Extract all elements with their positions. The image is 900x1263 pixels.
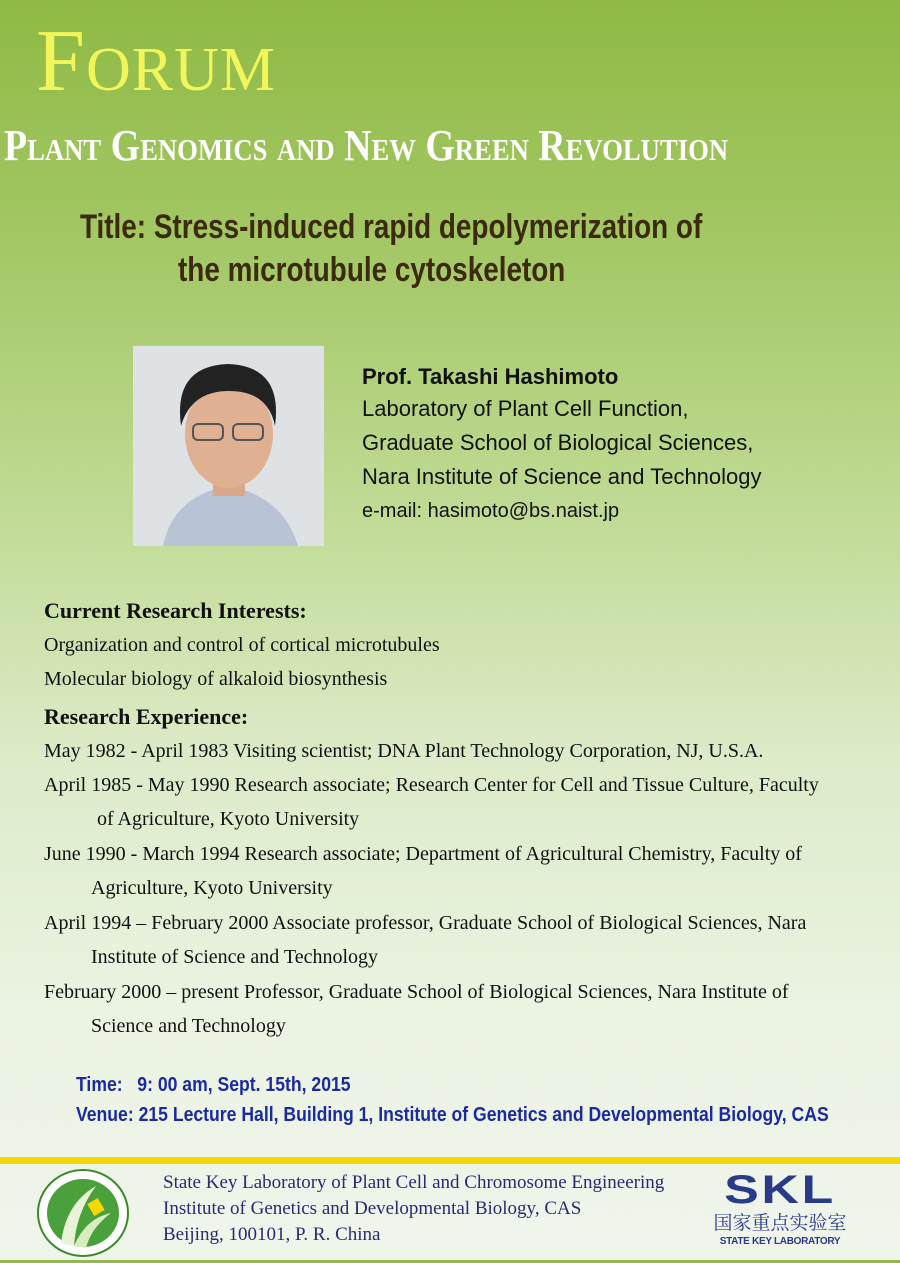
experience-line: Science and Technology <box>91 1015 286 1037</box>
skl-logo-mark: SKL <box>724 1168 836 1212</box>
experience-line: of Agriculture, Kyoto University <box>97 808 360 830</box>
experience-line: Agriculture, Kyoto University <box>91 877 333 899</box>
speaker-photo <box>133 346 324 546</box>
series-title: Plant Genomics and New Green Revolution <box>4 121 729 170</box>
speaker-affiliation: Laboratory of Plant Cell Function, <box>362 396 689 421</box>
footer-line: Institute of Genetics and Developmental Biology, CAS <box>163 1198 582 1219</box>
event-venue: Venue: 215 Lecture Hall, Building 1, Institute of Genetics and Developmental Biology, CAS <box>76 1104 829 1126</box>
speaker-affiliation: Nara Institute of Science and Technology <box>362 464 762 489</box>
experience-line: April 1985 - May 1990 Research associate; Research Center for Cell and Tissue Culture, Faculty <box>44 774 819 796</box>
experience-line: June 1990 - March 1994 Research associate; Department of Agricultural Chemistry, Faculty of <box>44 843 802 865</box>
talk-title-line1: Title: Stress-induced rapid depolymerization of <box>80 208 703 246</box>
skl-english-name: STATE KEY LABORATORY <box>719 1236 841 1247</box>
talk-title-line2: the microtubule cytoskeleton <box>178 251 566 289</box>
forum-heading: Forum <box>36 13 276 110</box>
skl-logo <box>710 1170 850 1247</box>
experience-line: April 1994 – February 2000 Associate professor, Graduate School of Biological Sciences, Nara <box>44 912 807 934</box>
speaker-email[interactable]: e-mail: hasimoto@bs.naist.jp <box>362 500 620 522</box>
experience-line: February 2000 – present Professor, Graduate School of Biological Sciences, Nara Institute of <box>44 981 789 1003</box>
skl-chinese-name: 国家重点实验室 <box>713 1212 847 1234</box>
experience-line: Institute of Science and Technology <box>91 946 379 968</box>
interest-item: Organization and control of cortical microtubules <box>44 634 440 656</box>
speaker-name: Prof. Takashi Hashimoto <box>362 364 619 389</box>
event-time: Time: 9: 00 am, Sept. 15th, 2015 <box>76 1074 351 1096</box>
experience-heading: Research Experience: <box>44 704 249 729</box>
footer-line: Beijing, 100101, P. R. China <box>163 1224 381 1245</box>
footer-divider <box>0 1157 900 1164</box>
footer-line: State Key Laboratory of Plant Cell and Chromosome Engineering <box>163 1172 665 1193</box>
experience-line: May 1982 - April 1983 Visiting scientist; DNA Plant Technology Corporation, NJ, U.S.A. <box>44 740 764 762</box>
interest-item: Molecular biology of alkaloid biosynthesis <box>44 668 388 690</box>
lab-emblem-logo <box>36 1168 130 1263</box>
interests-heading: Current Research Interests: <box>44 598 307 623</box>
speaker-affiliation: Graduate School of Biological Sciences, <box>362 430 754 455</box>
